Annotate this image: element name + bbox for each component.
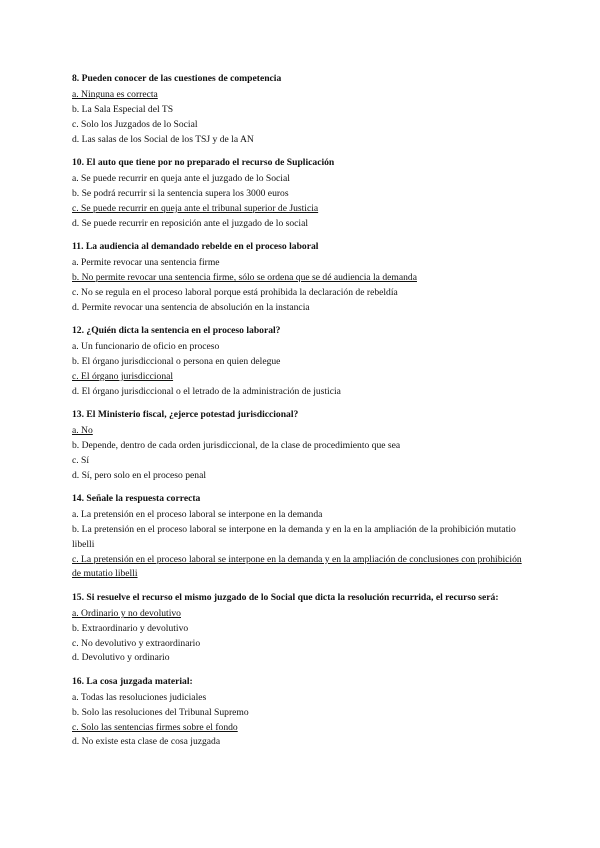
option-a: a. Ninguna es correcta <box>72 89 158 101</box>
option-d: d. Se puede recurrir en reposición ante el juzgado de lo social <box>72 217 309 229</box>
option-c: c. No devolutivo y extraordinario <box>72 637 201 649</box>
option-a: a. Se puede recurrir en queja ante el juzgado de lo Social <box>72 173 290 185</box>
option-a: a. Todas las resoluciones judiciales <box>72 691 207 703</box>
option-d: d. Sí, pero solo en el proceso penal <box>72 469 207 481</box>
option-d: d. Permite revocar una sentencia de absolución en la instancia <box>72 301 310 313</box>
question-title: 12. ¿Quién dicta la sentencia en el proceso laboral? <box>72 324 281 336</box>
option-c: c. Solo las sentencias firmes sobre el fondo <box>72 721 238 733</box>
question-15 <box>72 591 532 666</box>
question-8 <box>72 72 532 147</box>
option-c: c. La pretensión en el proceso laboral se interpone en la demanda y en la ampliación de conclusiones con prohibición de mutatio libelli <box>72 553 522 580</box>
option-a: a. Permite revocar una sentencia firme <box>72 257 220 269</box>
option-a: a. La pretensión en el proceso laboral se interpone en la demanda <box>72 509 323 521</box>
option-d: d. No existe esta clase de cosa juzgada <box>72 736 221 748</box>
option-d: d. Las salas de los Social de los TSJ y de la AN <box>72 133 254 145</box>
question-title: 11. La audiencia al demandado rebelde en el proceso laboral <box>72 240 319 252</box>
option-a: a. Ordinario y no devolutivo <box>72 608 181 619</box>
question-title: 13. El Ministerio fiscal, ¿ejerce potestad jurisdiccional? <box>72 408 299 420</box>
option-d: d. Devolutivo y ordinario <box>72 652 170 664</box>
option-c: c. No se regula en el proceso laboral porque está prohibida la declaración de rebeldía <box>72 286 398 298</box>
option-b: b. El órgano jurisdiccional o persona en quien delegue <box>72 356 281 368</box>
option-c: c. Sí <box>72 454 90 466</box>
question-list <box>72 72 532 759</box>
option-b: b. Solo las resoluciones del Tribunal Supremo <box>72 706 249 718</box>
question-16 <box>72 675 532 750</box>
option-b: b. La Sala Especial del TS <box>72 104 174 116</box>
question-10 <box>72 156 532 231</box>
question-14 <box>72 492 532 582</box>
question-title: 15. Si resuelve el recurso el mismo juzgado de lo Social que dicta la resolución recurrida, el recurso será: <box>72 591 499 603</box>
question-12 <box>72 324 532 399</box>
question-11 <box>72 240 532 315</box>
option-b: b. La pretensión en el proceso laboral se interpone en la demanda y en la en la ampliación de la prohibición mutatio libelli <box>72 524 516 550</box>
option-b: b. Depende, dentro de cada orden jurisdiccional, de la clase de procedimiento que sea <box>72 440 401 452</box>
option-c: c. Se puede recurrir en queja ante el tribunal superior de Justicia <box>72 202 319 214</box>
option-c: c. El órgano jurisdiccional <box>72 370 174 382</box>
question-title: 14. Señale la respuesta correcta <box>72 492 201 504</box>
option-a: a. No <box>72 425 93 437</box>
question-title: 10. El auto que tiene por no preparado el recurso de Suplicación <box>72 156 335 168</box>
option-b: b. Extraordinario y devolutivo <box>72 622 189 634</box>
question-13 <box>72 408 532 483</box>
option-b: b. Se podrá recurrir si la sentencia supera los 3000 euros <box>72 188 289 200</box>
question-title: 8. Pueden conocer de las cuestiones de competencia <box>72 73 282 84</box>
option-c: c. Solo los Juzgados de lo Social <box>72 118 198 130</box>
option-d: d. El órgano jurisdiccional o el letrado de la administración de justicia <box>72 385 341 397</box>
option-a: a. Un funcionario de oficio en proceso <box>72 341 220 353</box>
question-title: 16. La cosa juzgada material: <box>72 675 193 687</box>
option-b: b. No permite revocar una sentencia firme, sólo se ordena que se dé audiencia la demanda <box>72 272 417 284</box>
